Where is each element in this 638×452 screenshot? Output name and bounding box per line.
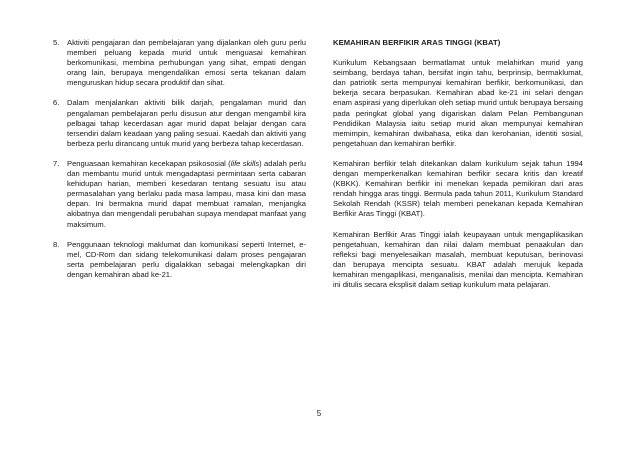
list-item-number: 8. [53, 239, 60, 249]
list-item-number: 7. [53, 158, 60, 168]
section-heading: KEMAHIRAN BERFIKIR ARAS TINGGI (KBAT) [333, 38, 501, 47]
list-item-text-italic: life skills [230, 158, 260, 168]
left-column [53, 38, 306, 290]
list-item-7 [53, 159, 306, 230]
paragraph: Kemahiran berfikir telah ditekankan dalam kurikulum sejak tahun 1994 dengan memperkenalkan kemahiran berfikir secara kritis dan kreatif (KBKK). Kemahiran berfikir ini menekan kepada pemikiran dari aras rendah hingga aras tinggi. Bermula pada tahun 2011, Kurikulum Standard Sekolah Rendah (KSSR) telah memberi penekanan kepada Kemahiran Berfikir Aras Tinggi (KBAT). [333, 158, 583, 219]
list-item-number: 5. [53, 38, 60, 47]
list-item-8 [53, 240, 306, 280]
page-number: 5 [316, 409, 322, 418]
list-item-number: 6. [53, 98, 60, 108]
paragraph: Kurikulum Kebangsaan bermatlamat untuk melahirkan murid yang seimbang, berdaya tahan, bersifat ingin tahu, berprinsip, bermaklumat, dan patriotik serta mempunyai kemahiran berfikir, berkomunikasi, dan bekerja secara berpasukan. Kemahiran abad ke-21 ini selari dengan enam aspirasi yang diperlukan oleh setiap murid untuk berupaya bersaing pada peringkat global yang digariskan dalam Pelan Pembangunan Pendidikan Malaysia iaitu setiap murid akan mempunyai kemahiran memimpin, kemahiran dwibahasa, etika dan kerohanian, identiti sosial, pengetahuan dan kemahiran berfikir. [333, 58, 583, 148]
paragraph: Kemahiran Berfikir Aras Tinggi ialah keupayaan untuk mengaplikasikan pengetahuan, kemahiran dan nilai dalam membuat penaakulan dan refleksi bagi menyelesaikan masalah, membuat keputusan, berinovasi dan berupaya mencipta sesuatu. KBAT adalah merujuk kepada kemahiran mengaplikasi, menganalisis, menilai dan mencipta. Kemahiran ini ditulis secara eksplisit dalam setiap kurikulum mata pelajaran. [333, 229, 583, 289]
list-item-text: Aktiviti pengajaran dan pembelajaran yang dijalankan oleh guru perlu memberi peluang kepada murid untuk menguasai kemahiran berkomunikasi, membina perhubungan yang sihat, empati dengan orang lain, berupaya mengendalikan emosi serta tekanan dalam menguruskan hidup secara produktif dan sihat. [67, 38, 306, 88]
list-item-text-after: ) adalah perlu dan membantu murid untuk mengadaptasi permintaan serta cabaran kehidupan harian, memberi kesedaran tentang sesuatu isu atau permasalahan yang berlaku pada masa lampau, masa kini dan masa depan. Ini bermakna murid dapat membuat ramalan, menjangka akibatnya dan mengendali perubahan supaya mendapat manfaat yang maksimum. [67, 158, 306, 229]
list-item-text: Penggunaan teknologi maklumat dan komunikasi seperti Internet, e-mel, CD-Rom dan sidang telekomunikasi dalam proses pengajaran serta pembelajaran perlu digalakkan sebagai melengkapkan diri dengan kemahiran abad ke-21. [67, 239, 306, 279]
list-item-text [67, 159, 306, 230]
list-item-text-before: Penguasaan kemahiran kecekapan psikososial ( [67, 158, 231, 168]
list-item-text: Dalam menjalankan aktiviti bilik darjah, pengalaman murid dan pengalaman pembelajaran perlu disusun atur dengan mengambil kira pelbagai tahap kecerdasan agar murid dapat belajar dengan cara tersendiri dalam keadaan yang paling sesuai. Kaedah dan aktiviti yang berbeza perlu dirancang untuk murid yang berbeza tahap kecerdasan. [67, 98, 306, 148]
right-column [333, 38, 583, 300]
list-item-5 [53, 38, 306, 88]
list-item-6 [53, 98, 306, 148]
